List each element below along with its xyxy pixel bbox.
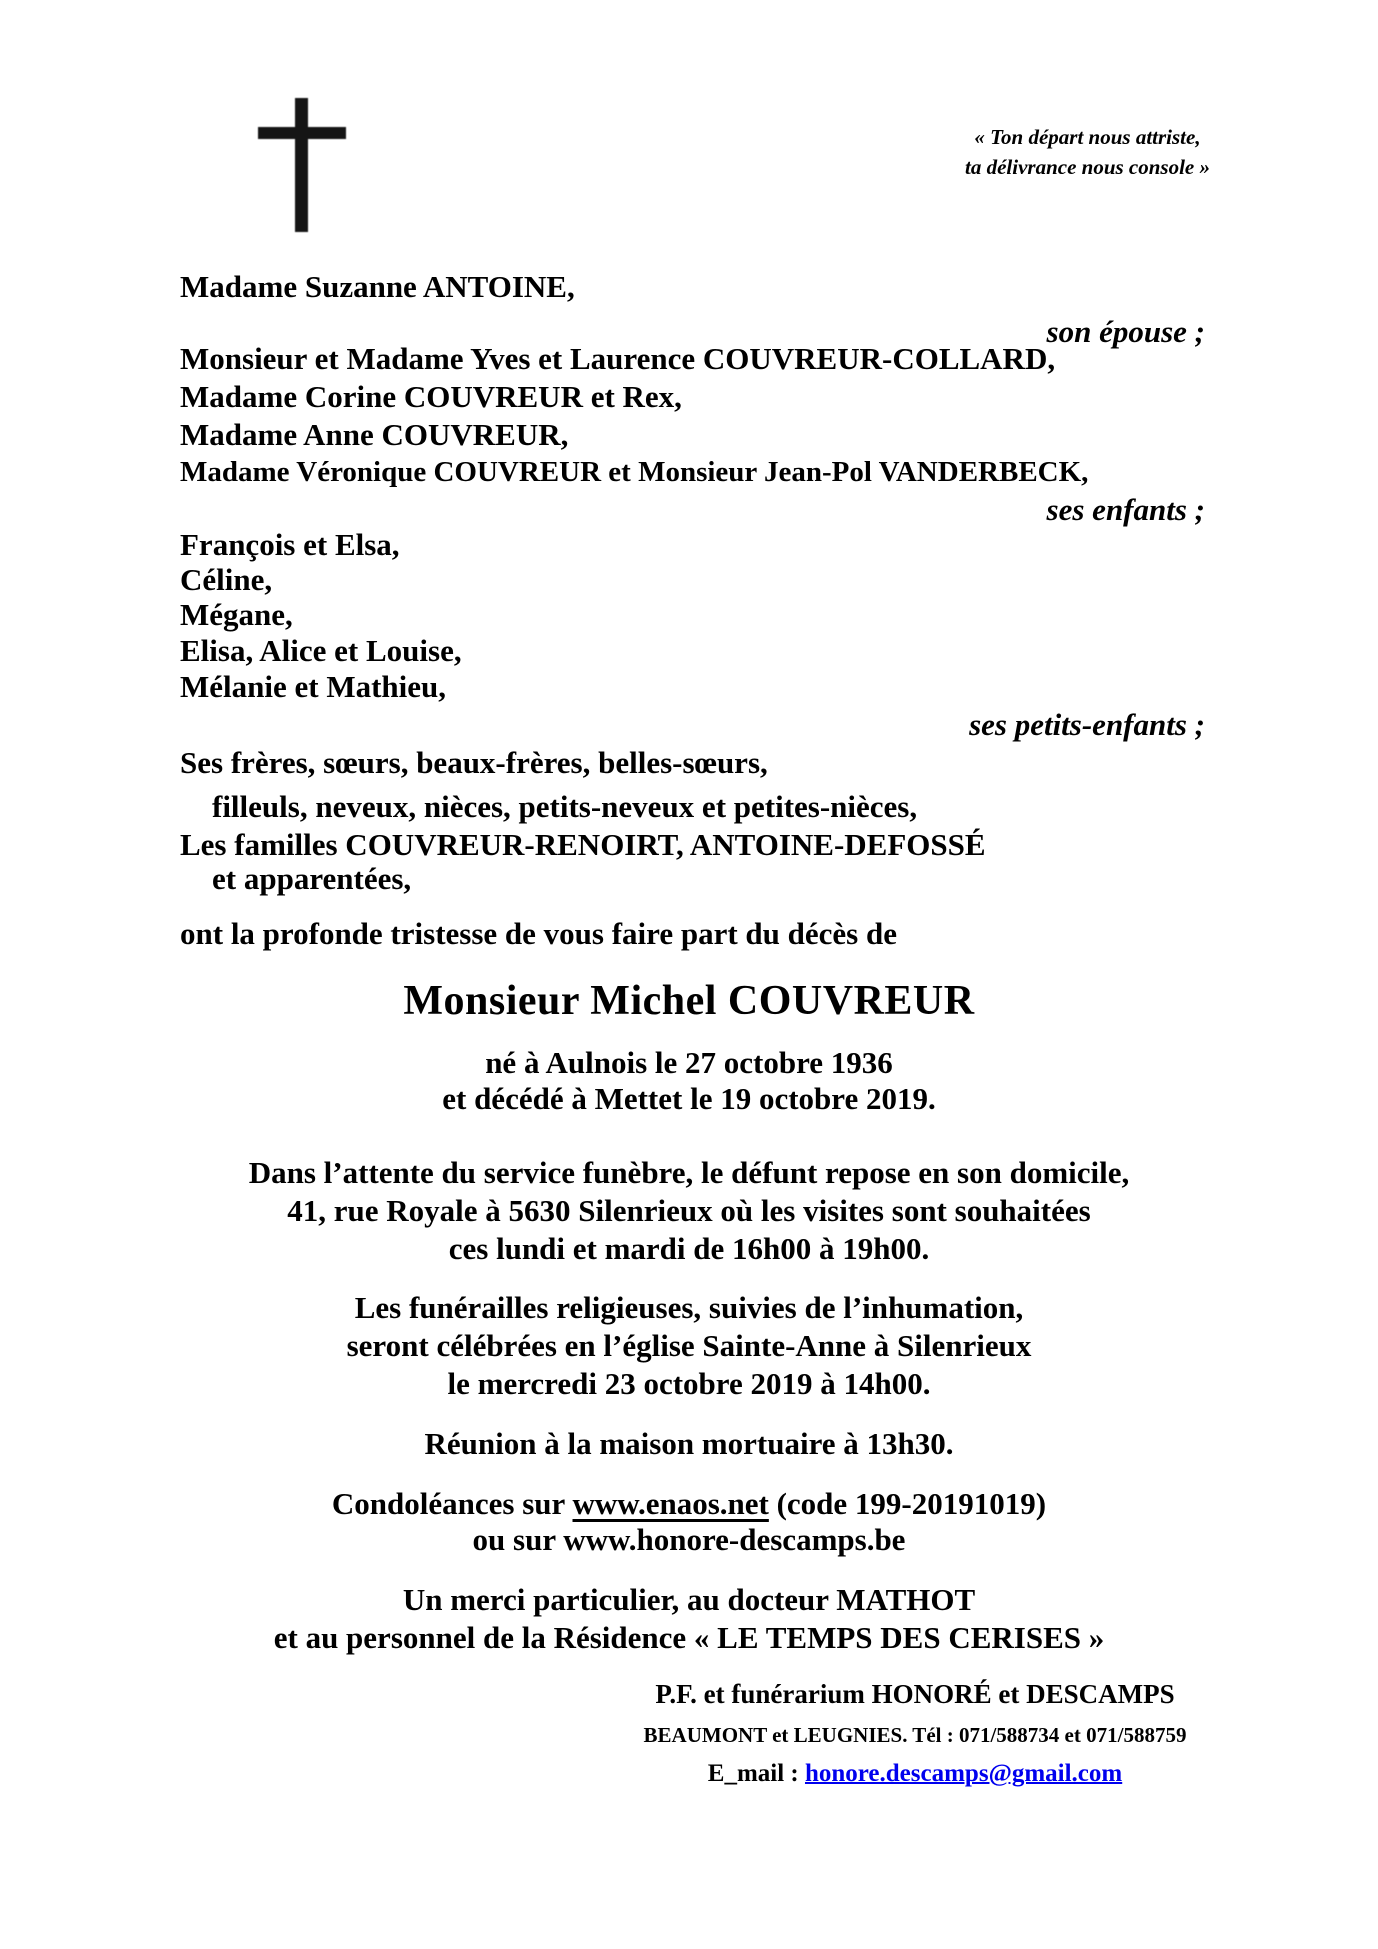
email-link[interactable]: honore.descamps@gmail.com — [804, 1760, 1123, 1787]
death-line: et décédé à Mettet le 19 octobre 2019. — [442, 1081, 936, 1116]
grandchild-line: Mégane, — [180, 597, 293, 632]
funeral-line: Les funérailles religieuses, suivies de l’inhumation, — [354, 1290, 1024, 1325]
repose-line: ces lundi et mardi de 16h00 à 19h00. — [448, 1231, 930, 1266]
cross-icon — [258, 98, 346, 232]
meeting-line: Réunion à la maison mortuaire à 13h30. — [424, 1426, 954, 1461]
child-line: Madame Anne COUVREUR, — [180, 417, 569, 452]
condolences-prefix: Condoléances sur — [331, 1486, 573, 1521]
child-line: Madame Corine COUVREUR et Rex, — [180, 379, 682, 414]
relatives-line: Les familles COUVREUR-RENOIRT, ANTOINE-DEFOSSÉ — [180, 827, 986, 862]
grandchild-line: François et Elsa, — [180, 527, 400, 562]
email-label: E_mail : — [707, 1760, 805, 1787]
grandchild-line: Céline, — [180, 562, 273, 597]
epitaph-quote-line2: ta délivrance nous console » — [965, 155, 1210, 179]
epitaph-quote — [965, 122, 1210, 182]
funeral-home-name: P.F. et funérarium HONORÉ et DESCAMPS — [655, 1679, 1175, 1709]
funeral-line: seront célébrées en l’église Sainte-Anne à Silenrieux — [346, 1328, 1032, 1363]
birth-line: né à Aulnois le 27 octobre 1936 — [485, 1045, 893, 1080]
condolences-site-link[interactable]: www.enaos.net — [572, 1486, 769, 1521]
condolences-code: (code 199-20191019) — [768, 1486, 1047, 1521]
thanks-line: et au personnel de la Résidence « LE TEMPS DES CERISES » — [273, 1620, 1105, 1655]
epitaph-quote-line1: « Ton départ nous attriste, — [974, 125, 1201, 149]
child-line: Madame Véronique COUVREUR et Monsieur Jean-Pol VANDERBECK, — [180, 456, 1089, 488]
condolences-alt-line: ou sur www.honore-descamps.be — [472, 1522, 906, 1557]
repose-line: Dans l’attente du service funèbre, le défunt repose en son domicile, — [248, 1155, 1130, 1190]
cross-icon-vertical-bar — [295, 98, 308, 232]
thanks-line: Un merci particulier, au docteur MATHOT — [402, 1582, 976, 1617]
child-line: Monsieur et Madame Yves et Laurence COUVREUR-COLLARD, — [180, 341, 1056, 376]
funeral-home-email-line — [440, 1760, 1378, 1788]
grandchild-line: Mélanie et Mathieu, — [180, 669, 447, 704]
grandchildren-label: ses petits-enfants ; — [969, 707, 1205, 742]
condolences-line — [0, 1487, 1378, 1521]
cross-icon-horizontal-bar — [258, 127, 346, 139]
announcement-intro: ont la profonde tristesse de vous faire part du décès de — [180, 916, 897, 951]
spouse-name: Madame Suzanne ANTOINE, — [180, 269, 575, 304]
deceased-name: Monsieur Michel COUVREUR — [403, 978, 975, 1024]
relatives-line: et apparentées, — [212, 861, 412, 896]
spouse-label: son épouse ; — [1046, 314, 1205, 349]
funeral-line: le mercredi 23 octobre 2019 à 14h00. — [447, 1366, 931, 1401]
repose-line: 41, rue Royale à 5630 Silenrieux où les visites sont souhaitées — [287, 1193, 1091, 1228]
grandchild-line: Elisa, Alice et Louise, — [180, 633, 462, 668]
relatives-line: filleuls, neveux, nièces, petits-neveux et petites-nièces, — [212, 789, 918, 824]
funeral-home-contact: BEAUMONT et LEUGNIES. Tél : 071/588734 et 071/588759 — [643, 1723, 1187, 1747]
children-label: ses enfants ; — [1046, 492, 1205, 527]
relatives-line: Ses frères, sœurs, beaux-frères, belles-sœurs, — [180, 745, 768, 780]
